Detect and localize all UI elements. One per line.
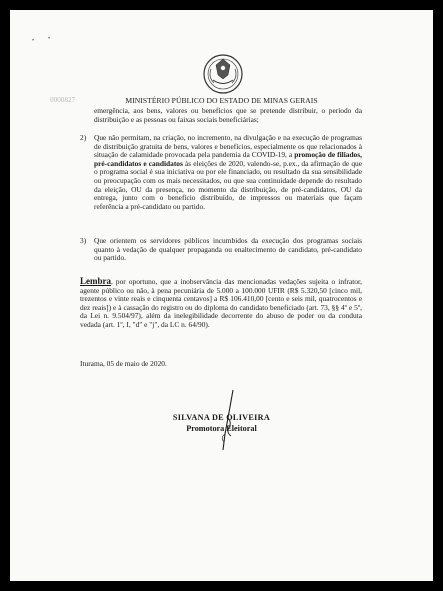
place-and-date: Iturama, 05 de maio de 2020. [80,359,167,368]
reminder-lead-word: Lembra [80,276,111,286]
item-2-number: 2) [80,133,87,142]
signatory-role: Promotora Eleitoral [186,424,257,433]
item-3-text: Que orientem os servidores públicos incumbidos da execução dos programas sociais quanto à vedação de qualquer propaganda ou enaltecimento de candidato, pré-candidato ou partido. [94,236,362,263]
item-2-text-start: Que não permitam, na criação, no incremento, na divulgação e na execução de programas de distribuição gratuita de bens, valores e benefícios, especialmente os que relacionados à situação de calamidade provocada pela pandemia da COVID-19, a [94,133,362,160]
item-2-text-end: às eleições de 2020, valendo-se, p.ex., da afirmação de que o programa social é sua iniciativa ou por ele financiado, ou resultado da sua sensibilidade ou preocupação com os mais necessitados, ou que sua continuidade depende do resultado da eleição, OU da presença, no momento da distribuição, de pré-candidatos, OU da entrega, junto com o benefício distribuído, de impressos ou materiais que façam referência a pré-candidato ou partido. [94,158,362,211]
reminder-text: , por oportuno, que a inobservância das mencionadas vedações sujeita o infrator, agente público ou não, à pena pecuniária de 5.000 a 100.000 UFIR (R$ 5.320,50 [cinco mil, trezentos e vinte reais e cinquenta centavos] a R$ 106.410,00 [cento e seis mil, quatrocentos e dez reais]) e à cassação do registro ou do diploma do candidato beneficiado (art. 73, §§ 4º e 5º, da Lei n. 9.504/97), além da inelegibilidade decorrente do abuso de poder ou da conduta vedada (art. 1º, I, "d" e "j", da LC n. 64/90). [80,277,362,329]
scan-speck: • [48,36,51,42]
item-3-number: 3) [80,236,87,245]
institution-header: MINISTÉRIO PÚBLICO DO ESTADO DE MINAS GERAIS [125,96,318,105]
item-2-bold-text: promoção de filiados, pré-candidatos e candidatos [94,150,362,168]
signatory-name: SILVANA DE OLIVEIRA [172,413,271,422]
scan-speck: • [32,38,35,44]
faint-stamp-number: 0000827 [50,96,76,104]
coat-of-arms-emblem [202,53,244,95]
previous-item-continuation: emergência, aos bens, valores ou benefícios que se pretende distribuir, o período da distribuição e as pessoas ou faixas sociais beneficiárias; [94,106,362,124]
handwritten-signature [195,388,265,458]
document-page [10,10,433,581]
reminder-paragraph [80,277,362,330]
item-2-text [94,134,362,211]
